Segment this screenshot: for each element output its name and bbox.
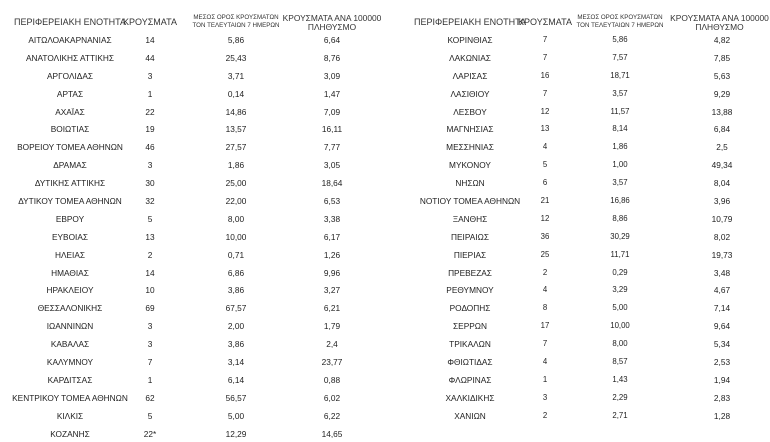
cell-avg: 3,71 xyxy=(227,70,245,81)
cell-cases: 22 xyxy=(145,106,155,117)
cell-cases: 21 xyxy=(540,196,550,206)
cell-per-100k: 6,21 xyxy=(323,303,341,314)
cell-avg: 8,00 xyxy=(227,213,245,224)
cell-avg: 3,86 xyxy=(227,285,245,296)
cell-region: ΔΥΤΙΚΗΣ ΑΤΤΙΚΗΣ xyxy=(34,178,106,189)
table-row xyxy=(0,49,385,67)
cell-region: ΔΥΤΙΚΟΥ ΤΟΜΕΑ ΑΘΗΝΩΝ xyxy=(18,196,122,207)
cell-per-100k: 3,09 xyxy=(323,70,341,81)
cell-cases: 13 xyxy=(145,231,155,242)
cell-per-100k: 3,05 xyxy=(323,160,341,171)
header-per-100k xyxy=(277,14,387,32)
cell-cases: 7 xyxy=(542,52,548,62)
cell-avg: 25,00 xyxy=(225,178,247,189)
table-row xyxy=(0,156,385,174)
cell-region: ΠΡΕΒΕΖΑΣ xyxy=(448,267,492,278)
header-per-line2: ΠΛΗΘΥΣΜΟ xyxy=(695,22,744,32)
table-row xyxy=(385,67,770,85)
cell-cases: 3 xyxy=(147,339,153,350)
cell-cases: 46 xyxy=(145,142,155,153)
cell-avg: 18,71 xyxy=(610,70,630,80)
header-per-line1: ΚΡΟΥΣΜΑΤΑ ΑΝΑ 100000 xyxy=(282,13,382,23)
table-row xyxy=(0,174,385,192)
cell-per-100k: 3,27 xyxy=(323,285,341,296)
cell-region: ΚΑΒΑΛΑΣ xyxy=(50,339,90,350)
header-avg-line2: ΤΟΝ ΤΕΛΕΥΤΑΙΩΝ 7 ΗΜΕΡΩΝ xyxy=(576,22,664,29)
cell-region: ΗΛΕΙΑΣ xyxy=(54,249,86,260)
cell-avg: 6,86 xyxy=(227,267,245,278)
table-row xyxy=(385,407,770,425)
table-row xyxy=(0,371,385,389)
cell-avg: 3,86 xyxy=(227,339,245,350)
table-row xyxy=(385,210,770,228)
cell-region: ΡΕΘΥΜΝΟΥ xyxy=(446,285,494,296)
cell-avg: 3,14 xyxy=(227,357,245,368)
cell-per-100k: 16,11 xyxy=(321,124,343,135)
cell-region: ΛΕΣΒΟΥ xyxy=(453,106,487,117)
table-row xyxy=(0,317,385,335)
table-row xyxy=(385,174,770,192)
table-row xyxy=(385,246,770,264)
cell-per-100k: 7,77 xyxy=(323,142,341,153)
table-row xyxy=(385,156,770,174)
cell-region: ΚΟΡΙΝΘΙΑΣ xyxy=(447,35,493,45)
cell-cases: 2 xyxy=(542,267,548,277)
cell-per-100k: 1,26 xyxy=(323,249,341,260)
cell-avg: 6,14 xyxy=(227,374,245,385)
table-row xyxy=(0,67,385,85)
cell-per-100k: 7,09 xyxy=(323,106,341,117)
table-row xyxy=(0,407,385,425)
cell-per-100k: 0,88 xyxy=(323,374,341,385)
cell-cases: 3 xyxy=(147,321,153,332)
right-table xyxy=(385,0,770,421)
cell-per-100k: 8,04 xyxy=(713,178,731,189)
cell-region: ΚΙΛΚΙΣ xyxy=(56,410,84,421)
cell-per-100k: 1,28 xyxy=(713,410,731,421)
cell-per-100k: 9,64 xyxy=(713,321,731,332)
cell-avg: 0,14 xyxy=(227,88,245,99)
cell-avg: 0,71 xyxy=(227,249,245,260)
cell-cases: 1 xyxy=(542,374,548,384)
table-row xyxy=(385,264,770,282)
cell-cases: 17 xyxy=(540,321,550,331)
header-per-100k xyxy=(667,14,770,32)
table-row xyxy=(0,281,385,299)
header-region: ΠΕΡΙΦΕΡΕΙΑΚΗ ΕΝΟΤΗΤΑ xyxy=(413,17,527,27)
cell-cases: 5 xyxy=(542,160,548,170)
cell-region: ΑΙΤΩΛΟΑΚΑΡΝΑΝΙΑΣ xyxy=(28,35,112,45)
cell-cases: 2 xyxy=(542,410,548,420)
cell-avg: 3,29 xyxy=(612,285,628,295)
cell-avg: 1,43 xyxy=(612,374,628,384)
table-row xyxy=(385,353,770,371)
cell-per-100k: 9,96 xyxy=(323,267,341,278)
table-row xyxy=(385,103,770,121)
cell-avg: 14,86 xyxy=(225,106,247,117)
table-row xyxy=(385,299,770,317)
table-row xyxy=(385,120,770,138)
cell-per-100k: 1,79 xyxy=(323,321,341,332)
table-row xyxy=(0,85,385,103)
cell-region: ΜΑΓΝΗΣΙΑΣ xyxy=(446,124,494,135)
cell-avg: 3,57 xyxy=(612,178,628,188)
cell-avg: 25,43 xyxy=(225,52,247,63)
cell-region: ΗΡΑΚΛΕΙΟΥ xyxy=(46,285,94,296)
cell-region: ΠΙΕΡΙΑΣ xyxy=(453,249,487,260)
header-avg-line2: ΤΟΝ ΤΕΛΕΥΤΑΙΩΝ 7 ΗΜΕΡΩΝ xyxy=(192,22,280,29)
cell-avg: 1,86 xyxy=(227,160,245,171)
cell-avg: 1,00 xyxy=(612,160,628,170)
cell-avg: 10,00 xyxy=(225,231,247,242)
cell-cases: 14 xyxy=(145,35,155,45)
cell-cases: 3 xyxy=(147,70,153,81)
cell-region: ΕΒΡΟΥ xyxy=(55,213,85,224)
cell-region: ΙΩΑΝΝΙΝΩΝ xyxy=(46,321,94,332)
cell-cases: 12 xyxy=(540,213,550,223)
cell-cases: 25 xyxy=(540,249,550,259)
cell-cases: 6 xyxy=(542,178,548,188)
cell-per-100k: 6,02 xyxy=(323,392,341,403)
cell-region: ΧΑΝΙΩΝ xyxy=(454,410,486,421)
cell-cases: 36 xyxy=(540,231,550,241)
table-row xyxy=(385,49,770,67)
header-avg xyxy=(570,14,670,30)
left-table-body xyxy=(0,31,385,442)
cell-region: ΚΑΛΥΜΝΟΥ xyxy=(46,357,94,368)
table-row xyxy=(385,371,770,389)
cell-per-100k: 5,34 xyxy=(713,339,731,350)
cell-region: ΒΟΙΩΤΙΑΣ xyxy=(50,124,90,135)
cell-cases: 16 xyxy=(540,70,550,80)
cell-cases: 13 xyxy=(540,124,550,134)
cell-avg: 16,86 xyxy=(610,196,630,206)
cell-region: ΝΗΣΩΝ xyxy=(455,178,485,189)
table-row xyxy=(0,264,385,282)
cell-avg: 2,00 xyxy=(227,321,245,332)
cell-per-100k: 9,29 xyxy=(713,88,731,99)
cell-per-100k: 6,84 xyxy=(713,124,731,135)
header-per-line1: ΚΡΟΥΣΜΑΤΑ ΑΝΑ 100000 xyxy=(670,13,769,23)
cell-per-100k: 14,65 xyxy=(321,428,343,439)
cell-cases: 32 xyxy=(145,196,155,207)
cell-cases: 8 xyxy=(542,303,548,313)
cell-cases: 1 xyxy=(147,374,153,385)
cell-region: ΜΕΣΣΗΝΙΑΣ xyxy=(446,142,494,153)
cell-per-100k: 2,53 xyxy=(713,357,731,368)
table-row xyxy=(0,299,385,317)
cell-avg: 8,14 xyxy=(612,124,628,134)
table-row xyxy=(385,317,770,335)
table-row xyxy=(0,120,385,138)
cell-per-100k: 5,63 xyxy=(713,70,731,81)
cell-cases: 62 xyxy=(145,392,155,403)
table-row xyxy=(385,85,770,103)
cell-region: ΤΡΙΚΑΛΩΝ xyxy=(449,339,491,350)
cell-per-100k: 8,02 xyxy=(713,231,731,242)
cell-region: ΝΟΤΙΟΥ ΤΟΜΕΑ ΑΘΗΝΩΝ xyxy=(419,196,521,207)
cell-region: ΜΥΚΟΝΟΥ xyxy=(449,160,491,171)
cell-avg: 12,29 xyxy=(225,428,247,439)
cell-cases: 22* xyxy=(143,428,157,439)
cell-cases: 30 xyxy=(145,178,155,189)
table-row xyxy=(0,138,385,156)
cell-per-100k: 6,22 xyxy=(323,410,341,421)
cell-cases: 10 xyxy=(145,285,155,296)
cell-per-100k: 10,79 xyxy=(711,213,733,224)
cell-cases: 7 xyxy=(147,357,153,368)
cell-avg: 67,57 xyxy=(225,303,247,314)
cell-avg: 5,86 xyxy=(612,35,628,44)
cell-region: ΛΑΣΙΘΙΟΥ xyxy=(450,88,490,99)
cell-avg: 11,57 xyxy=(610,106,630,116)
cell-region: ΑΡΤΑΣ xyxy=(56,88,84,99)
cell-avg: 10,00 xyxy=(610,321,630,331)
cell-cases: 4 xyxy=(542,142,548,152)
cell-avg: 13,57 xyxy=(225,124,247,135)
header-per-line2: ΠΛΗΘΥΣΜΟ xyxy=(307,22,357,32)
table-row xyxy=(0,228,385,246)
cell-per-100k: 6,64 xyxy=(323,35,341,45)
cell-per-100k: 2,4 xyxy=(326,339,338,350)
cell-region: ΘΕΣΣΑΛΟΝΙΚΗΣ xyxy=(37,303,103,314)
cell-cases: 4 xyxy=(542,357,548,367)
table-row xyxy=(385,31,770,49)
table-row xyxy=(385,192,770,210)
table-row xyxy=(385,389,770,407)
table-row xyxy=(0,103,385,121)
table-row xyxy=(0,31,385,49)
cell-per-100k: 2,5 xyxy=(716,142,728,153)
header-avg-line1: ΜΕΣΟΣ ΟΡΟΣ ΚΡΟΥΣΜΑΤΩΝ xyxy=(577,14,663,21)
header-cases: ΚΡΟΥΣΜΑΤΑ xyxy=(123,17,177,27)
cell-per-100k: 2,83 xyxy=(713,392,731,403)
cell-cases: 2 xyxy=(147,249,153,260)
cell-per-100k: 8,76 xyxy=(323,52,341,63)
cell-avg: 0,29 xyxy=(612,267,628,277)
table-row xyxy=(385,281,770,299)
table-row xyxy=(0,210,385,228)
cell-per-100k: 7,85 xyxy=(713,52,731,63)
cell-avg: 30,29 xyxy=(610,231,630,241)
cell-per-100k: 4,82 xyxy=(713,35,731,45)
cell-per-100k: 6,53 xyxy=(323,196,341,207)
cell-cases: 7 xyxy=(542,88,548,98)
cell-region: ΑΡΓΟΛΙΔΑΣ xyxy=(47,70,93,81)
cell-cases: 5 xyxy=(147,410,153,421)
table-row xyxy=(0,353,385,371)
left-table xyxy=(0,0,385,439)
cell-region: ΞΑΝΘΗΣ xyxy=(452,213,488,224)
cell-per-100k: 4,67 xyxy=(713,285,731,296)
cell-per-100k: 49,34 xyxy=(711,160,733,171)
cell-region: ΡΟΔΟΠΗΣ xyxy=(449,303,491,314)
cell-region: ΠΕΙΡΑΙΩΣ xyxy=(451,231,489,242)
cell-avg: 7,57 xyxy=(612,52,628,62)
cell-region: ΛΑΡΙΣΑΣ xyxy=(452,70,488,81)
cell-region: ΚΑΡΔΙΤΣΑΣ xyxy=(47,374,93,385)
table-row xyxy=(385,228,770,246)
table-row xyxy=(0,389,385,407)
cell-region: ΚΟΖΑΝΗΣ xyxy=(50,428,90,439)
cell-per-100k: 3,38 xyxy=(323,213,341,224)
table-row xyxy=(0,335,385,353)
cell-region: ΔΡΑΜΑΣ xyxy=(53,160,87,171)
table-row xyxy=(0,246,385,264)
cell-per-100k: 3,96 xyxy=(713,196,731,207)
cell-per-100k: 1,94 xyxy=(713,374,731,385)
cell-region: ΗΜΑΘΙΑΣ xyxy=(51,267,89,278)
cell-cases: 44 xyxy=(145,52,155,63)
table-row xyxy=(0,192,385,210)
cell-avg: 5,86 xyxy=(227,35,245,45)
cell-cases: 4 xyxy=(542,285,548,295)
cell-cases: 19 xyxy=(145,124,155,135)
header-avg-line1: ΜΕΣΟΣ ΟΡΟΣ ΚΡΟΥΣΜΑΤΩΝ xyxy=(193,14,279,21)
cell-avg: 8,00 xyxy=(612,339,628,349)
cell-region: ΕΥΒΟΙΑΣ xyxy=(51,231,89,242)
cell-region: ΧΑΛΚΙΔΙΚΗΣ xyxy=(445,392,495,403)
cell-cases: 3 xyxy=(147,160,153,171)
cell-cases: 1 xyxy=(147,88,153,99)
cell-cases: 69 xyxy=(145,303,155,314)
cell-avg: 8,86 xyxy=(612,213,628,223)
table-row xyxy=(0,425,385,442)
cell-per-100k: 18,64 xyxy=(321,178,343,189)
cell-avg: 56,57 xyxy=(225,392,247,403)
cell-region: ΒΟΡΕΙΟΥ ΤΟΜΕΑ ΑΘΗΝΩΝ xyxy=(17,142,123,153)
header-avg xyxy=(186,14,286,30)
cell-cases: 3 xyxy=(542,392,548,402)
cell-avg: 2,29 xyxy=(612,392,628,402)
cell-region: ΦΘΙΩΤΙΔΑΣ xyxy=(447,357,493,368)
cell-avg: 8,57 xyxy=(612,357,628,367)
cell-avg: 27,57 xyxy=(225,142,247,153)
cell-avg: 2,71 xyxy=(612,410,628,420)
cell-region: ΛΑΚΩΝΙΑΣ xyxy=(449,52,491,63)
header-region: ΠΕΡΙΦΕΡΕΙΑΚΗ ΕΝΟΤΗΤΑ xyxy=(13,17,127,27)
cell-avg: 11,71 xyxy=(610,249,630,259)
table-row xyxy=(385,138,770,156)
cell-per-100k: 19,73 xyxy=(711,249,733,260)
header-cases: ΚΡΟΥΣΜΑΤΑ xyxy=(518,17,572,27)
cell-per-100k: 1,47 xyxy=(323,88,341,99)
cell-per-100k: 7,14 xyxy=(713,303,731,314)
cell-avg: 5,00 xyxy=(227,410,245,421)
cell-avg: 22,00 xyxy=(225,196,247,207)
cell-cases: 7 xyxy=(542,35,548,44)
cell-per-100k: 6,17 xyxy=(323,231,341,242)
table-row xyxy=(385,335,770,353)
cell-cases: 5 xyxy=(147,213,153,224)
cell-per-100k: 23,77 xyxy=(321,357,343,368)
right-table-body xyxy=(385,31,770,425)
cell-cases: 7 xyxy=(542,339,548,349)
cell-region: ΣΕΡΡΩΝ xyxy=(453,321,487,332)
cell-avg: 1,86 xyxy=(612,142,628,152)
cell-region: ΦΛΩΡΙΝΑΣ xyxy=(448,374,492,385)
cell-avg: 3,57 xyxy=(612,88,628,98)
cell-region: ΚΕΝΤΡΙΚΟΥ ΤΟΜΕΑ ΑΘΗΝΩΝ xyxy=(12,392,128,403)
cell-cases: 12 xyxy=(540,106,550,116)
cell-avg: 5,00 xyxy=(612,303,628,313)
cell-region: ΑΧΑΪΑΣ xyxy=(55,106,85,117)
cell-cases: 14 xyxy=(145,267,155,278)
cell-per-100k: 13,88 xyxy=(711,106,733,117)
cell-region: ΑΝΑΤΟΛΙΚΗΣ ΑΤΤΙΚΗΣ xyxy=(25,52,115,63)
cell-per-100k: 3,48 xyxy=(713,267,731,278)
